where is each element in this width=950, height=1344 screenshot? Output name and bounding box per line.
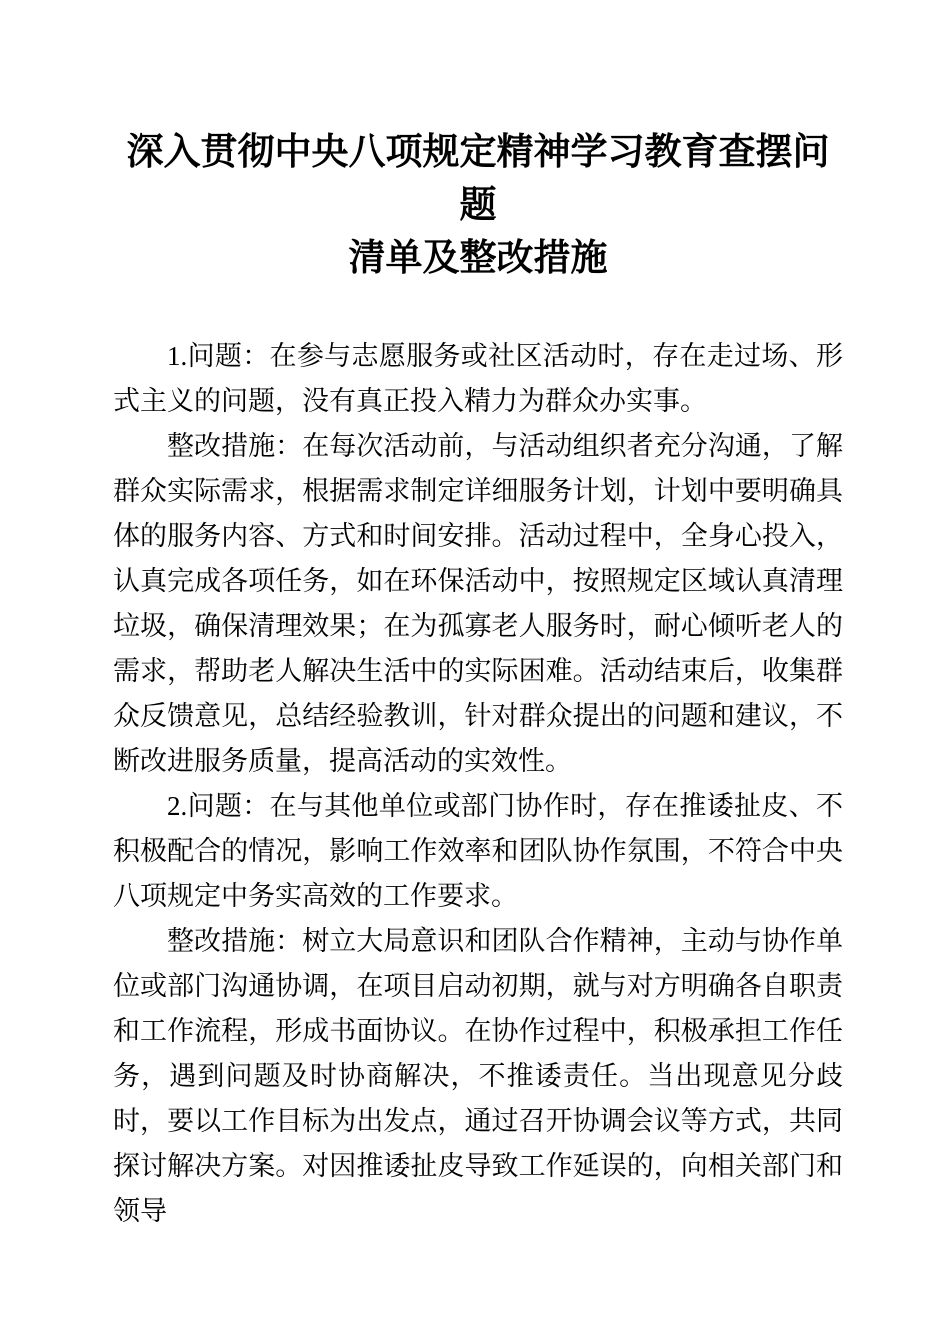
document-title [113, 0, 843, 285]
document-body [113, 334, 843, 1234]
document-title-line-1: 深入贯彻中央八项规定精神学习教育查摆问题 [126, 132, 830, 226]
document-title-line-2: 清单及整改措施 [348, 238, 608, 279]
paragraph-rectification-1: 整改措施：在每次活动前，与活动组织者充分沟通，了解群众实际需求，根据需求制定详细服务计划，计划中要明确具体的服务内容、方式和时间安排。活动过程中，全身心投入，认真完成各项任务，如在环保活动中，按照规定区域认真清理垃圾，确保清理效果；在为孤寡老人服务时，耐心倾听老人的需求，帮助老人解决生活中的实际困难。活动结束后，收集群众反馈意见，总结经验教训，针对群众提出的问题和建议，不断改进服务质量，提高活动的实效性。 [113, 431, 843, 776]
paragraph-problem-1: 1.问题：在参与志愿服务或社区活动时，存在走过场、形式主义的问题，没有真正投入精力为群众办实事。 [113, 341, 843, 416]
paragraph-problem-2: 2.问题：在与其他单位或部门协作时，存在推诿扯皮、不积极配合的情况，影响工作效率和团队协作氛围，不符合中央八项规定中务实高效的工作要求。 [113, 791, 843, 911]
paragraph-rectification-2: 整改措施：树立大局意识和团队合作精神，主动与协作单位或部门沟通协调，在项目启动初期，就与对方明确各自职责和工作流程，形成书面协议。在协作过程中，积极承担工作任务，遇到问题及时协商解决，不推诿责任。当出现意见分歧时，要以工作目标为出发点，通过召开协调会议等方式，共同探讨解决方案。对因推诿扯皮导致工作延误的，向相关部门和领导 [113, 926, 843, 1226]
